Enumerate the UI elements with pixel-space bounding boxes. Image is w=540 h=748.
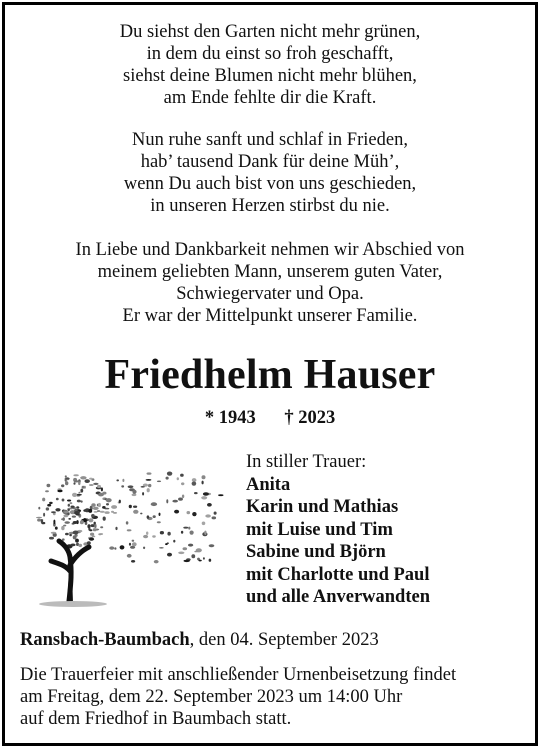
- leaf-mark: [129, 505, 132, 508]
- leaf-mark: [46, 507, 49, 510]
- leaf-mark: [103, 517, 106, 521]
- poem-line: in dem du einst so froh geschafft,: [146, 44, 394, 64]
- leaf-mark: [152, 535, 156, 537]
- leaf-mark: [180, 474, 184, 477]
- leaf-mark: [111, 511, 114, 513]
- leaf-mark: [80, 520, 84, 523]
- leaf-mark: [209, 559, 212, 562]
- leaf-mark: [140, 513, 142, 515]
- leaf-mark: [174, 510, 179, 514]
- leaf-mark: [78, 544, 82, 547]
- leaf-mark: [122, 479, 124, 482]
- leaf-mark: [91, 503, 95, 507]
- leaf-mark: [53, 520, 55, 524]
- leaf-mark: [183, 547, 188, 550]
- birth-year: * 1943: [204, 408, 256, 428]
- leaf-mark: [61, 526, 64, 530]
- farewell-line: meinem geliebten Mann, unserem guten Vater,: [97, 262, 443, 282]
- leaf-mark: [143, 547, 145, 550]
- leaf-mark: [102, 506, 106, 509]
- mourners-list: [246, 451, 430, 609]
- leaf-mark: [111, 505, 117, 509]
- leaf-mark: [205, 514, 211, 517]
- leaf-mark: [121, 485, 124, 487]
- leaf-mark: [88, 518, 93, 522]
- leaf-mark: [97, 485, 101, 488]
- leaf-mark: [100, 511, 105, 513]
- leaf-mark: [85, 479, 90, 483]
- life-dates: [5, 407, 535, 429]
- place-and-date: [20, 629, 379, 651]
- leaf-mark: [198, 560, 201, 562]
- poem-line: Du siehst den Garten nicht mehr grünen,: [119, 22, 421, 42]
- leaf-mark: [109, 546, 114, 549]
- leaf-mark: [75, 539, 79, 543]
- leaf-mark: [97, 510, 100, 512]
- leaf-mark: [203, 492, 209, 495]
- leaf-mark: [93, 507, 99, 510]
- leaf-mark: [153, 515, 156, 518]
- leaf-mark: [55, 527, 58, 530]
- leaf-mark: [214, 512, 217, 515]
- leaf-mark: [204, 531, 206, 535]
- leaf-mark: [106, 498, 112, 502]
- leaf-mark: [209, 544, 215, 547]
- leaf-mark: [100, 533, 104, 535]
- mourner: Sabine und Björn: [246, 542, 386, 562]
- poem-line: Nun ruhe sanft und schlaf in Frieden,: [132, 130, 408, 150]
- leaf-mark: [202, 481, 204, 485]
- leaf-mark: [184, 560, 190, 562]
- service-line: auf dem Friedhof in Baumbach statt.: [20, 709, 292, 729]
- leaf-mark: [157, 481, 161, 483]
- leaf-mark: [146, 532, 148, 535]
- leaf-mark: [70, 502, 73, 504]
- leaf-mark: [129, 543, 131, 546]
- leaf-mark: [68, 518, 71, 520]
- service-line: Die Trauerfeier mit anschließender Urnenbeisetzung findet: [20, 665, 457, 685]
- leaf-mark: [51, 511, 56, 513]
- leaf-mark: [194, 492, 198, 494]
- leaf-mark: [159, 513, 161, 516]
- leaf-mark: [68, 504, 70, 507]
- leaf-mark: [218, 494, 223, 496]
- leaf-mark: [101, 487, 103, 491]
- poem-stanza-2: [5, 129, 535, 217]
- leaf-mark: [42, 498, 45, 502]
- leaf-mark: [132, 494, 137, 497]
- leaf-mark: [89, 478, 93, 480]
- leaf-mark: [128, 485, 134, 488]
- poem-line: am Ende fehlte dir die Kraft.: [163, 88, 377, 108]
- leaf-mark: [80, 489, 83, 493]
- leaf-mark: [95, 524, 97, 528]
- deceased-name: Friedhelm Hauser: [104, 352, 436, 398]
- leaf-mark: [41, 519, 43, 523]
- leaf-mark: [167, 542, 169, 544]
- leaf-mark: [65, 533, 69, 536]
- leaf-mark: [147, 488, 150, 492]
- leaf-mark: [37, 519, 41, 522]
- leaf-mark: [148, 484, 151, 487]
- mourner: mit Charlotte und Paul: [246, 564, 430, 585]
- leaf-mark: [178, 552, 184, 555]
- death-year: † 2023: [284, 408, 336, 428]
- leaf-mark: [187, 511, 191, 514]
- farewell-line: Er war der Mittelpunkt unserer Familie.: [122, 306, 418, 326]
- leaf-mark: [167, 553, 172, 557]
- leaf-mark: [70, 544, 75, 547]
- leaf-mark: [81, 500, 83, 502]
- poem-line: siehst deine Blumen nicht mehr blühen,: [123, 66, 417, 86]
- leaf-mark: [115, 527, 117, 530]
- place-date: , den 04. September 2023: [189, 630, 379, 650]
- leaf-mark: [133, 510, 138, 514]
- leaf-mark: [93, 483, 98, 485]
- leaf-mark: [88, 527, 90, 530]
- leaf-mark: [89, 538, 94, 541]
- leaf-mark: [47, 484, 51, 487]
- leaf-mark: [201, 496, 207, 499]
- poem-line: wenn Du auch bist von uns geschieden,: [123, 174, 417, 194]
- leaf-mark: [154, 560, 159, 563]
- leaf-mark: [119, 500, 121, 504]
- leaf-mark: [132, 490, 136, 494]
- leaf-mark: [142, 492, 144, 495]
- leaf-mark: [160, 531, 164, 534]
- place-name: Ransbach-Baumbach: [20, 630, 190, 650]
- leaf-mark: [132, 540, 135, 542]
- leaf-mark: [45, 490, 49, 492]
- leaf-mark: [47, 504, 51, 507]
- leaf-mark: [93, 528, 97, 531]
- leaf-mark: [73, 474, 78, 476]
- leaf-mark: [166, 477, 169, 480]
- leaf-mark: [131, 560, 135, 563]
- leaf-mark: [64, 511, 70, 513]
- leaf-mark: [146, 479, 152, 481]
- leaf-mark: [82, 486, 85, 489]
- leaf-mark: [56, 498, 59, 501]
- leaf-mark: [72, 523, 75, 525]
- leaf-mark: [91, 524, 95, 527]
- leaf-mark: [38, 507, 40, 510]
- leaf-mark: [167, 472, 172, 476]
- leaf-mark: [74, 480, 79, 482]
- leaf-mark: [127, 529, 132, 531]
- leaf-mark: [100, 526, 103, 528]
- service-details: [20, 664, 456, 730]
- leaf-mark: [172, 500, 178, 503]
- leaf-mark: [77, 500, 81, 503]
- leaf-mark: [181, 531, 183, 534]
- service-line: am Freitag, dem 22. September 2023 um 14:00 Uhr: [20, 687, 403, 707]
- leaf-mark: [192, 482, 197, 486]
- leaf-mark: [43, 513, 45, 517]
- leaf-mark: [151, 502, 157, 506]
- leaf-mark: [49, 537, 54, 540]
- leaf-mark: [105, 511, 110, 514]
- leaf-mark: [49, 502, 53, 504]
- leaf-mark: [57, 490, 62, 492]
- leaf-mark: [147, 472, 152, 474]
- leaf-mark: [143, 535, 148, 538]
- leaf-mark: [64, 514, 69, 517]
- leaf-mark: [203, 557, 205, 559]
- leaf-mark: [51, 532, 56, 534]
- farewell-line: In Liebe und Dankbarkeit nehmen wir Abschied von: [75, 240, 465, 260]
- leaf-mark: [106, 503, 109, 505]
- leaf-mark: [147, 515, 150, 518]
- leaf-mark: [63, 517, 65, 521]
- leaf-mark: [116, 479, 119, 481]
- leaf-mark: [90, 533, 94, 536]
- leaf-mark: [67, 500, 71, 502]
- leaf-mark: [72, 516, 76, 518]
- leaf-mark: [88, 509, 92, 513]
- leaf-mark: [159, 547, 164, 549]
- mourner: Karin und Mathias: [246, 497, 399, 517]
- leaf-mark: [182, 495, 184, 499]
- poem-line: hab’ tausend Dank für deine Müh’,: [140, 152, 400, 172]
- leaf-mark: [65, 481, 68, 485]
- leaf-mark: [181, 482, 184, 485]
- leaf-mark: [212, 516, 217, 519]
- leaf-mark: [98, 503, 101, 507]
- mourner: mit Luise und Tim: [246, 519, 393, 540]
- leaf-mark: [80, 476, 86, 479]
- farewell-text: [5, 239, 535, 327]
- leaf-mark: [177, 477, 179, 480]
- farewell-line: Schwiegervater und Opa.: [176, 284, 364, 304]
- leaf-mark: [102, 492, 106, 495]
- leaf-mark: [133, 506, 137, 508]
- leaf-mark: [207, 503, 212, 507]
- leaf-mark: [202, 522, 206, 526]
- leaf-mark: [71, 506, 75, 508]
- leaf-mark: [87, 541, 91, 545]
- leaf-mark: [78, 492, 80, 494]
- leaf-mark: [91, 514, 95, 517]
- poem-line: in unseren Herzen stirbst du nie.: [150, 196, 390, 216]
- leaf-mark: [89, 484, 94, 486]
- tree-with-blowing-leaves-icon: [25, 453, 225, 613]
- leaf-mark: [61, 484, 64, 487]
- leaf-mark: [191, 554, 195, 558]
- leaf-mark: [178, 498, 183, 501]
- leaf-mark: [55, 508, 60, 511]
- mourner: Anita: [246, 474, 291, 495]
- leaf-mark: [173, 540, 175, 543]
- leaf-mark: [183, 527, 188, 529]
- obituary-notice: [2, 2, 538, 746]
- leaf-mark: [72, 493, 77, 497]
- leaf-mark: [62, 499, 65, 502]
- leaf-mark: [132, 542, 137, 546]
- leaf-mark: [202, 475, 206, 479]
- leaf-mark: [126, 521, 129, 524]
- leaf-mark: [74, 511, 79, 514]
- leaf-mark: [188, 544, 193, 547]
- leaf-mark: [65, 521, 70, 524]
- leaf-mark: [188, 527, 190, 530]
- leaf-mark: [192, 512, 196, 516]
- leaf-mark: [65, 479, 67, 482]
- leaf-mark: [65, 475, 67, 477]
- leaf-mark: [73, 531, 79, 535]
- leaf-mark: [194, 551, 198, 553]
- leaf-mark: [157, 521, 161, 523]
- leaf-mark: [73, 482, 75, 485]
- mourner: und alle Anverwandten: [246, 587, 431, 607]
- leaf-mark: [167, 532, 170, 536]
- leaf-mark: [120, 545, 125, 549]
- leaf-mark: [127, 554, 132, 558]
- mourners-intro: In stiller Trauer:: [246, 452, 367, 472]
- leaf-mark: [166, 499, 168, 503]
- poem-stanza-1: [5, 21, 535, 109]
- leaf-mark: [141, 486, 145, 488]
- leaf-mark: [190, 531, 194, 535]
- leaf-mark: [76, 514, 80, 516]
- leaf-mark: [114, 547, 116, 550]
- leaf-mark: [36, 517, 42, 519]
- leaf-mark: [73, 535, 77, 539]
- leaf-mark: [192, 478, 197, 482]
